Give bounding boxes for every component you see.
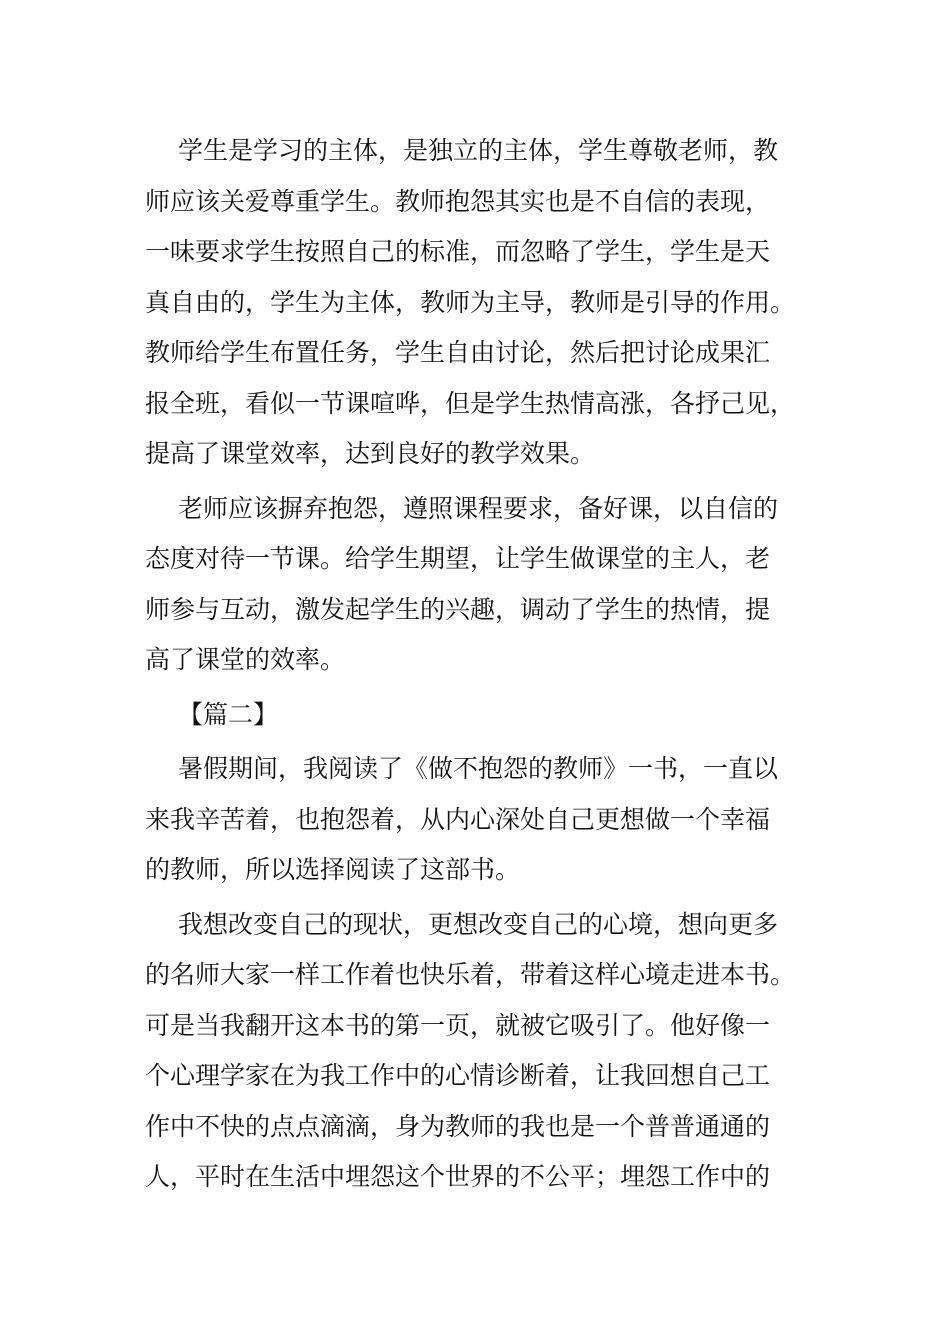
text-line: 我想改变自己的现状，更想改变自己的心境，想向更多 [178,909,779,939]
text-line: 可是当我翻开这本书的第一页，就被它吸引了。他好像一 [145,1010,771,1040]
text-line: 报全班，看似一节课喧哗，但是学生热情高涨，各抒己见， [145,388,796,418]
text-line: 暑假期间，我阅读了《做不抱怨的教师》一书，一直以 [178,754,779,783]
text-line: 学生是学习的主体，是独立的主体，学生尊敬老师，教 [178,136,779,165]
paragraph-2 [145,484,805,686]
paragraph-4 [145,900,805,1203]
text-line: 教师给学生布置任务，学生自由讨论，然后把讨论成果汇 [145,338,771,367]
document-body [145,126,805,1207]
text-line: 态度对待一节课。给学生期望，让学生做课堂的主人，老 [145,544,771,573]
text-line: 一味要求学生按照自己的标准，而忽略了学生，学生是天 [145,237,771,266]
text-line: 提高了课堂效率，达到良好的教学效果。 [145,439,596,468]
paragraph-3 [145,744,805,896]
text-line: 的名师大家一样工作着也快乐着，带着这样心境走进本书。 [145,960,796,989]
text-line: 老师应该摒弃抱怨，遵照课程要求，备好课，以自信的 [178,493,779,523]
text-line: 高了课堂的效率。 [145,645,346,674]
text-line: 来我辛苦着，也抱怨着，从内心深处自己更想做一个幸福 [145,804,771,834]
text-line: 真自由的，学生为主体，教师为主导，教师是引导的作用。 [145,287,796,317]
section-heading [145,690,805,741]
text-line: 个心理学家在为我工作中的心情诊断着，让我回想自己工 [145,1061,771,1090]
section-title: 【篇二】 [178,699,279,729]
text-line: 师应该关爱尊重学生。教师抱怨其实也是不自信的表现， [145,186,771,216]
text-line: 人，平时在生活中埋怨这个世界的不公平；埋怨工作中的 [145,1162,771,1191]
text-line: 师参与互动，激发起学生的兴趣，调动了学生的热情，提 [145,594,771,624]
paragraph-1 [145,126,805,480]
text-line: 作中不快的点点滴滴，身为教师的我也是一个普普通通的 [145,1111,771,1141]
text-line: 的教师，所以选择阅读了这部书。 [145,855,521,884]
